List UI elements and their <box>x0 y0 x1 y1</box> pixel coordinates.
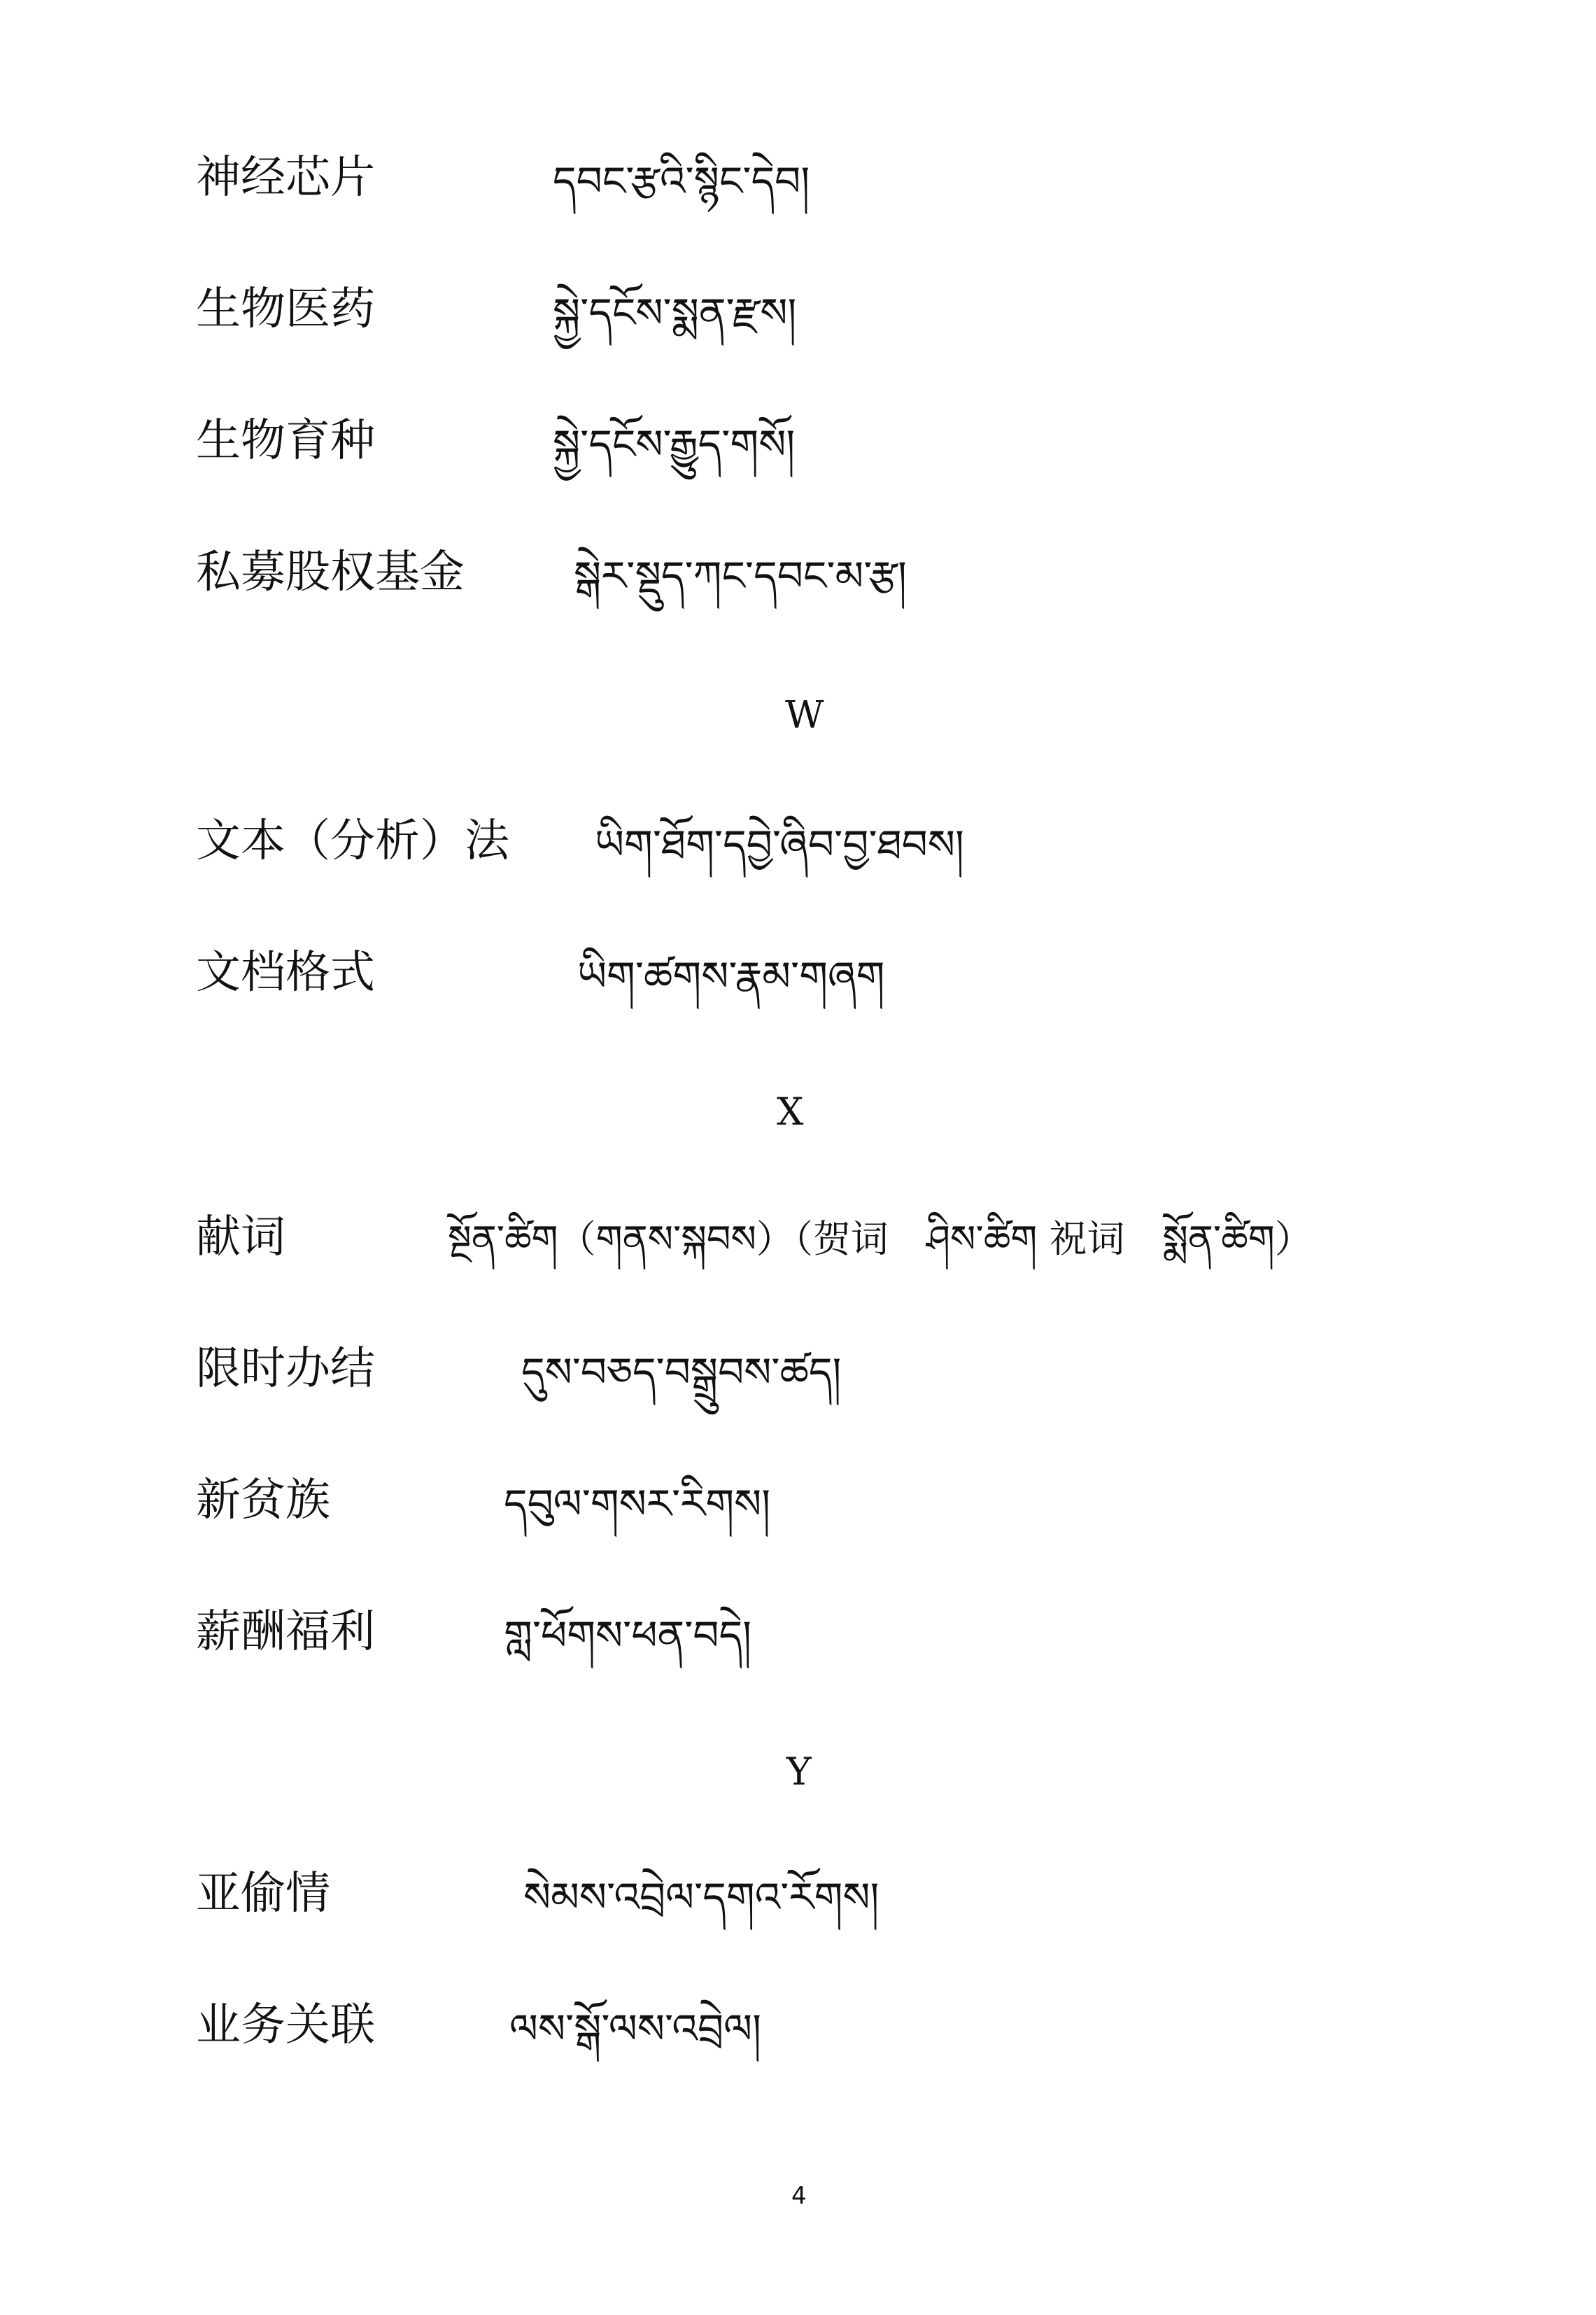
term-tibetan: སྐྱེ་དངོས་རྒྱུད་གསོ། <box>553 421 796 468</box>
section-letter-x: X <box>777 1090 804 1134</box>
term-chinese: 亚偷情 <box>196 1868 330 1920</box>
term-chinese: 神经芯片 <box>196 152 375 204</box>
term-tibetan: སྔོན་ཚིག（གནས་སྐབས）（贺词 ཤིས་ཚིག 祝词 སྨོན་ཚིག） <box>448 1217 1313 1261</box>
term-chinese: 限时办结 <box>196 1343 375 1395</box>
term-chinese: 生物医药 <box>196 283 375 335</box>
term-chinese: 私募股权基金 <box>196 547 465 598</box>
term-tibetan: སྐྱེ་དངོས་སྨན་རྫས། <box>553 289 797 337</box>
term-tibetan: དུས་བཅད་བསྒྲུབས་ཚད། <box>521 1349 842 1396</box>
term-tibetan: གླ་ཕོགས་ཕན་བདེ། <box>504 1612 752 1659</box>
term-tibetan: དབུལ་གསར་རིགས། <box>504 1480 771 1528</box>
section-letter-w: W <box>785 693 824 737</box>
term-chinese: 业务关联 <box>196 1999 375 2051</box>
term-chinese: 献词 <box>196 1211 285 1263</box>
term-chinese: 文档格式 <box>196 947 375 999</box>
page-number: 4 <box>791 2182 807 2210</box>
term-tibetan: དབང་རྩའི་སྙིང་དེབ། <box>553 157 810 205</box>
term-chinese: 薪酬福利 <box>196 1606 375 1658</box>
term-tibetan: སྒེར་སྡུད་ཀང་དབང་མ་རྩ། <box>574 552 907 600</box>
term-chinese: 新贫族 <box>196 1475 330 1526</box>
term-chinese: 文本（分析）法 <box>196 815 509 867</box>
section-letter-y: Y <box>786 1750 812 1794</box>
term-tibetan: སེམས་འབྲེལ་དགའ་རོགས། <box>523 1873 880 1921</box>
term-chinese: 生物育种 <box>196 415 375 467</box>
term-tibetan: ཡིག་ཐོག་དབྱེ་ཞིབ་བྱ་ཐབས། <box>595 821 964 868</box>
term-tibetan: ཡིག་ཚགས་རྣམ་གཞག <box>577 952 885 1000</box>
term-tibetan: ལས་སྒོ་ལས་འབྲེལ། <box>509 2005 761 2053</box>
